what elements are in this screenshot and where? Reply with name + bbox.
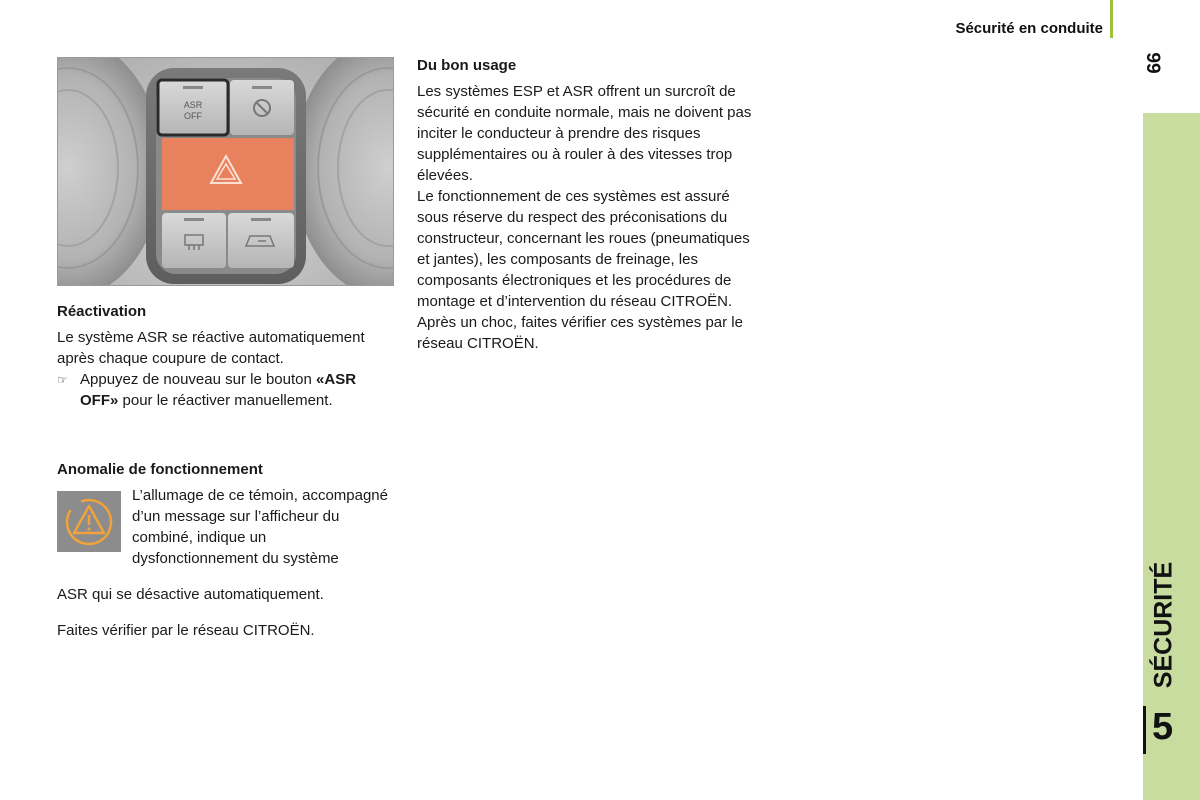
anomaly-section [57, 459, 397, 480]
reactivation-heading: Réactivation [57, 303, 147, 320]
reactivation-bullet [57, 369, 397, 411]
section-title: Sécurité en conduite [955, 20, 1103, 37]
anomaly-heading: Anomalie de fonctionnement [57, 461, 263, 478]
side-label-text: SÉCURITÉ [1149, 561, 1178, 689]
bullet-text [80, 369, 397, 411]
asr-label-line2: OFF [184, 111, 202, 121]
bullet-post: pour le réactiver manuellement. [118, 392, 333, 409]
bullet-bold: «ASR OFF» [80, 371, 357, 409]
reactivation-section [57, 301, 397, 322]
hazard-button [162, 138, 294, 210]
dashboard-illustration [58, 58, 394, 286]
rear-defrost-button [162, 213, 226, 268]
dashboard-photo [57, 57, 394, 286]
esp-warning-icon [57, 491, 121, 552]
chapter-number: 5 [1152, 706, 1174, 748]
anomaly-text-last: Faites vérifier par le réseau CITROËN. [57, 622, 315, 639]
page-number: 99 [1142, 52, 1163, 74]
good-use-para3: Après un choc, faites vérifier ces systèmes par le réseau CITROËN. [417, 314, 743, 352]
anomaly-text-line: ASR qui se désactive automatiquement. [57, 586, 324, 603]
chapter-rule [1143, 706, 1146, 754]
side-tab [1143, 113, 1200, 800]
pointer-icon: ☞ [57, 373, 68, 387]
good-use-para1: Les systèmes ESP et ASR offrent un surcroît de sécurité en conduite normale, mais ne doivent pas inciter le conducteur à prendre des risques supplémentaires ou à rouler à des vitesses trop élevées. [417, 83, 752, 184]
good-use-section [417, 55, 762, 354]
side-label [1140, 560, 1188, 690]
reactivation-body [57, 327, 397, 411]
good-use-para2: Le fonctionnement de ces systèmes est assuré sous réserve du respect des préconisations du constructeur, concernant les roues (pneumatiques et jantes), les composants de freinage, les composants électroniques et les procédures de montage et d’intervention du réseau CITROËN. [417, 188, 750, 310]
asr-label-line1: ASR [183, 100, 203, 110]
good-use-heading: Du bon usage [417, 57, 517, 74]
reactivation-text: Le système ASR se réactive automatiquement après chaque coupure de contact. [57, 329, 365, 367]
header-rule [1110, 0, 1113, 38]
anomaly-text-continued [57, 569, 397, 656]
anomaly-text-beside-icon: L’allumage de ce témoin, accompagné d’un message sur l’afficheur du combiné, indique un dysfonctionnement du système [132, 487, 388, 567]
bullet-pre: Appuyez de nouveau sur le bouton [80, 371, 317, 388]
